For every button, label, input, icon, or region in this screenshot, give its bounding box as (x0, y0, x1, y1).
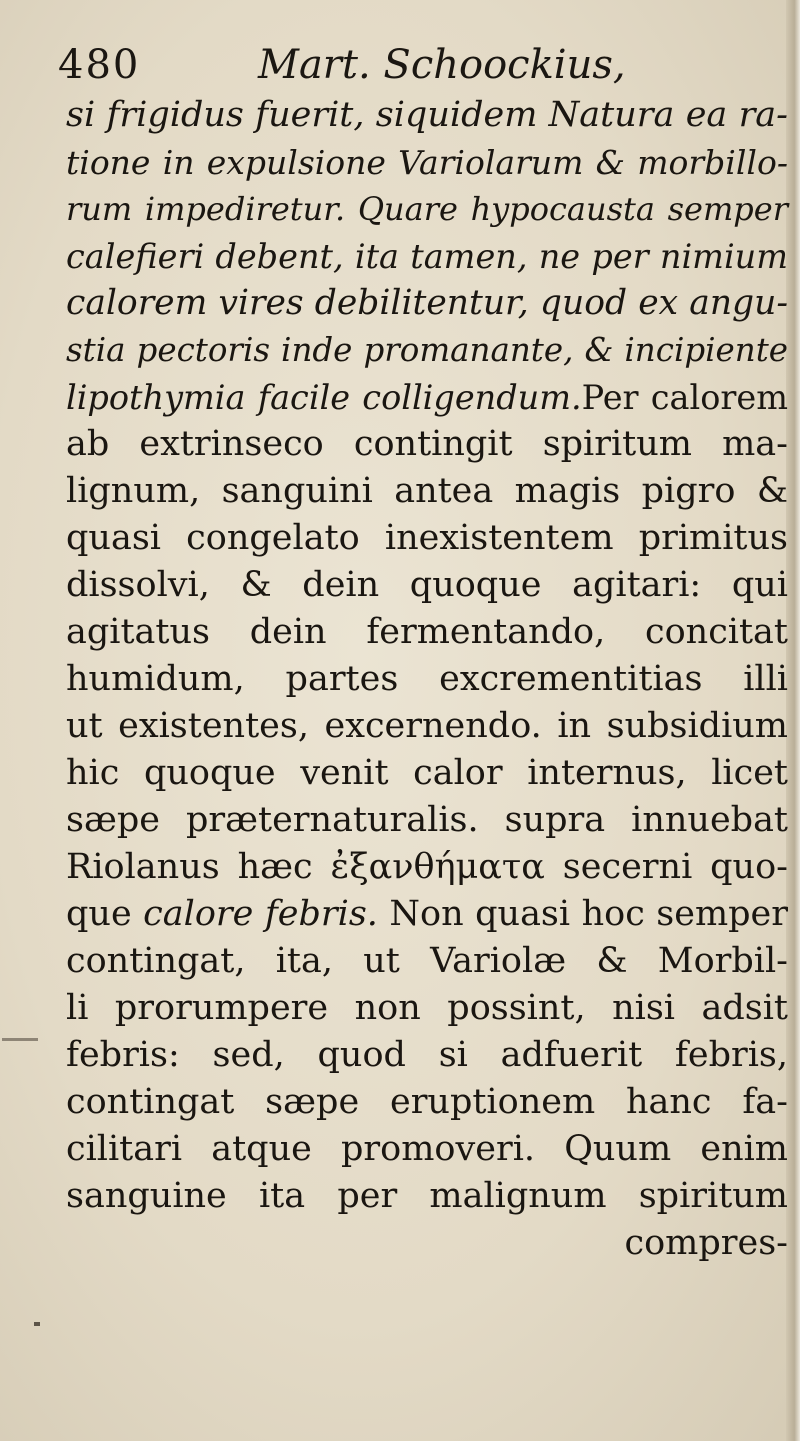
text-line (66, 797, 788, 844)
text-line (66, 1173, 788, 1220)
roman-text: ut existentes, excernendo. in subsidium (66, 706, 788, 746)
text-line (66, 280, 788, 327)
text-line (66, 1079, 788, 1126)
roman-text: dissolvi, & dein quoque agitari: qui (66, 565, 788, 605)
ink-speck (34, 1322, 40, 1326)
text-line (66, 374, 788, 421)
text-line (66, 186, 788, 233)
text-line (66, 985, 788, 1032)
roman-text: compres- (624, 1223, 788, 1263)
text-line (66, 891, 788, 938)
roman-text: que (66, 894, 144, 934)
roman-text: Non quasi hoc semper (377, 894, 788, 934)
text-line (66, 327, 788, 374)
page-edge (786, 0, 800, 1441)
roman-text: lignum, sanguini antea magis pigro & (66, 471, 788, 511)
italic-text: calefieri debent, ita tamen, ne per nimium (66, 237, 788, 276)
text-line (66, 515, 788, 562)
page-header (58, 40, 758, 90)
italic-text: calore febris. (143, 894, 378, 934)
italic-text: rum impediretur. Quare hypocausta semper (66, 190, 788, 228)
italic-text: lipothymia facile colligendum. (66, 378, 582, 417)
roman-text: ab extrinseco contingit spiritum ma- (66, 424, 788, 464)
text-line (66, 92, 788, 139)
roman-text: agitatus dein fermentando, concitat (66, 612, 788, 652)
page-number: 480 (58, 42, 141, 88)
margin-mark (2, 1038, 38, 1041)
running-head: Mart. Schoockius, (258, 42, 626, 88)
text-line (66, 750, 788, 797)
roman-text: humidum, partes excrementitias illi (66, 659, 788, 699)
text-line (66, 233, 788, 280)
text-line (66, 844, 788, 891)
roman-text: contingat, ita, ut Variolæ & Morbil- (66, 941, 788, 981)
text-line (66, 468, 788, 515)
text-line (66, 139, 788, 186)
text-line (66, 1220, 788, 1267)
italic-text: tione in expulsione Variolarum & morbillo- (66, 143, 788, 182)
text-line (66, 938, 788, 985)
roman-text: sæpe præternaturalis. supra innuebat (66, 800, 788, 840)
roman-text: quasi congelato inexistentem primitus (66, 518, 788, 558)
roman-text: li prorumpere non possint, nisi adsit (66, 988, 788, 1028)
text-line (66, 656, 788, 703)
text-line (66, 703, 788, 750)
roman-text: Per calorem (581, 378, 789, 417)
text-line (66, 609, 788, 656)
roman-text: Riolanus hæc ἐξανθήματα secerni quo- (66, 847, 788, 887)
italic-text: si frigidus fuerit, siquidem Natura ea ra- (66, 95, 788, 135)
roman-text: sanguine ita per malignum spiritum (66, 1176, 788, 1216)
text-line (66, 421, 788, 468)
body-text (66, 92, 788, 1267)
roman-text: hic quoque venit calor internus, licet (66, 753, 788, 793)
roman-text: febris: sed, quod si adfuerit febris, (66, 1035, 788, 1075)
text-line (66, 1126, 788, 1173)
roman-text: cilitari atque promoveri. Quum enim (66, 1129, 788, 1169)
text-line (66, 1032, 788, 1079)
italic-text: stia pectoris inde promanante, & incipiente (66, 331, 788, 369)
roman-text: contingat sæpe eruptionem hanc fa- (66, 1082, 788, 1122)
italic-text: calorem vires debilitentur, quod ex angu- (66, 283, 788, 323)
text-line (66, 562, 788, 609)
